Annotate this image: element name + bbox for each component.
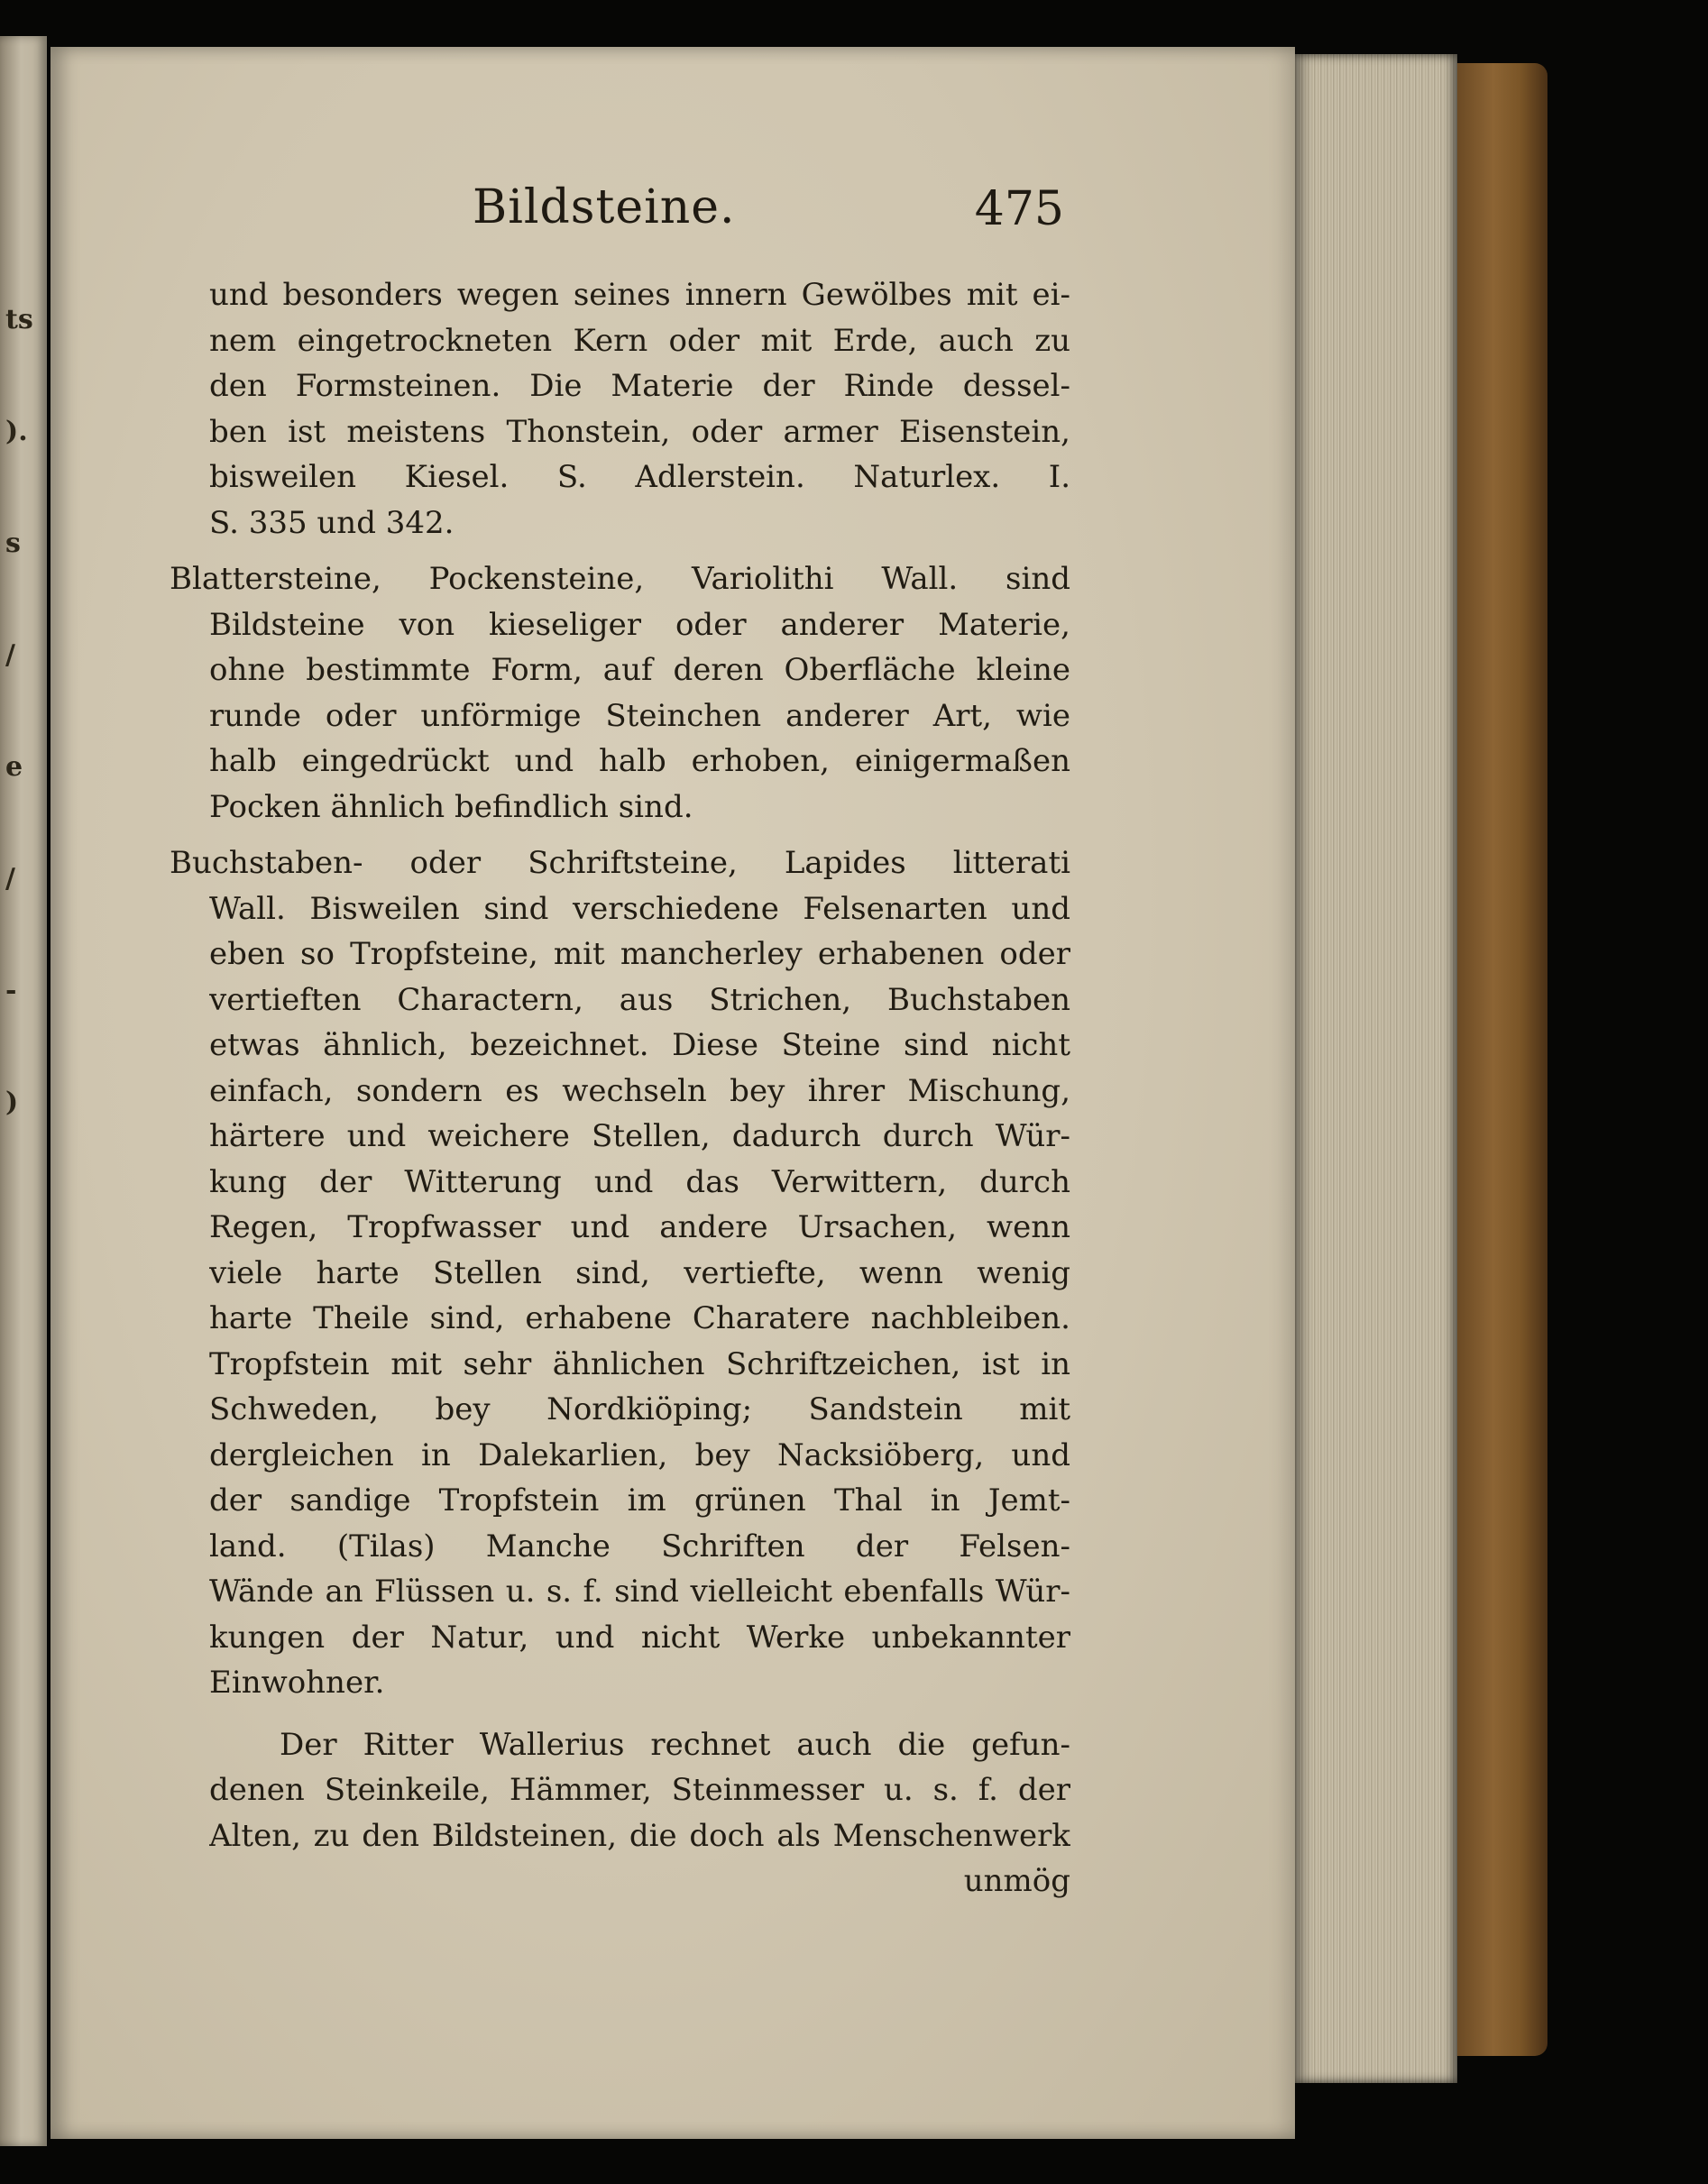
text-line: eben so Tropfsteine, mit mancherley erhabenen oder bbox=[209, 936, 1070, 972]
text-line: vertieften Charactern, aus Strichen, Buchstaben bbox=[209, 981, 1070, 1018]
entry-heading-line: Blattersteine, Pockensteine, Variolithi Wall. sind bbox=[170, 561, 1070, 597]
margin-mark: ). bbox=[5, 416, 28, 447]
text-line: und besonders wegen seines innern Gewölbes mit ei- bbox=[209, 277, 1070, 313]
text-line: der sandige Tropfstein im grünen Thal in Jemt- bbox=[209, 1482, 1070, 1519]
facing-page-edge bbox=[0, 36, 47, 2146]
text-line: nem eingetrockneten Kern oder mit Erde, auch zu bbox=[209, 322, 1070, 359]
text-line: Alten, zu den Bildsteinen, die doch als Menschenwerk bbox=[209, 1817, 1070, 1854]
page-body bbox=[170, 272, 1070, 1904]
text-line: Tropfstein mit sehr ähnlichen Schriftzeichen, ist in bbox=[209, 1345, 1070, 1382]
text-line: härtere und weichere Stellen, dadurch durch Wür- bbox=[209, 1118, 1070, 1154]
text-line: Schweden, bey Nordkiöping; Sandstein mit bbox=[209, 1391, 1070, 1427]
paragraph-start-line: Der Ritter Wallerius rechnet auch die gefun- bbox=[280, 1726, 1070, 1763]
text-line: Einwohner. bbox=[209, 1665, 385, 1701]
text-line: Pocken ähnlich befindlich sind. bbox=[209, 788, 693, 825]
text-line: runde oder unförmige Steinchen anderer Art, wie bbox=[209, 697, 1070, 734]
text-line: Bildsteine von kieseliger oder anderer Materie, bbox=[209, 606, 1070, 643]
text-line: viele harte Stellen sind, vertiefte, wenn wenig bbox=[209, 1254, 1070, 1291]
running-title: Bildsteine. bbox=[473, 180, 736, 234]
text-line: Regen, Tropfwasser und andere Ursachen, wenn bbox=[209, 1209, 1070, 1245]
text-line: S. 335 und 342. bbox=[209, 504, 455, 541]
text-line: harte Theile sind, erhabene Charatere nachbleiben. bbox=[209, 1300, 1070, 1336]
text-line: ben ist meistens Thonstein, oder armer Eisenstein, bbox=[209, 413, 1070, 450]
text-line: kung der Witterung und das Verwittern, durch bbox=[209, 1163, 1070, 1200]
text-line: halb eingedrückt und halb erhoben, einigermaßen bbox=[209, 743, 1070, 779]
margin-mark: e bbox=[5, 751, 23, 783]
margin-mark: / bbox=[5, 639, 15, 671]
text-line: Wände an Flüssen u. s. f. sind vielleicht ebenfalls Wür- bbox=[209, 1574, 1070, 1610]
text-line: kungen der Natur, und nicht Werke unbekannter bbox=[209, 1619, 1070, 1656]
margin-mark: ) bbox=[5, 1087, 19, 1118]
margin-mark: / bbox=[5, 863, 15, 895]
book-cover-edge bbox=[1457, 63, 1547, 2056]
text-line: den Formsteinen. Die Materie der Rinde dessel- bbox=[209, 368, 1070, 404]
text-line: etwas ähnlich, bezeichnet. Diese Steine sind nicht bbox=[209, 1027, 1070, 1063]
page-number: 475 bbox=[974, 182, 1064, 236]
facing-page-marks bbox=[5, 304, 33, 1201]
page-block-edges bbox=[1295, 54, 1457, 2083]
margin-mark: s bbox=[5, 528, 21, 559]
text-line: denen Steinkeile, Hämmer, Steinmesser u. s. f. der bbox=[209, 1772, 1070, 1808]
text-line: bisweilen Kiesel. S. Adlerstein. Naturlex. I. bbox=[209, 459, 1070, 495]
text-line: land. (Tilas) Manche Schriften der Felsen- bbox=[209, 1528, 1070, 1565]
text-line: einfach, sondern es wechseln bey ihrer Mischung, bbox=[209, 1072, 1070, 1109]
text-line: Wall. Bisweilen sind verschiedene Felsenarten und bbox=[209, 890, 1070, 927]
page-header bbox=[433, 180, 1082, 252]
text-line: dergleichen in Dalekarlien, bey Nacksiöberg, und bbox=[209, 1436, 1070, 1473]
margin-mark: - bbox=[5, 975, 17, 1006]
entry-heading-line: Buchstaben- oder Schriftsteine, Lapides litterati bbox=[170, 845, 1070, 881]
catchword: unmög bbox=[963, 1863, 1070, 1899]
margin-mark: ts bbox=[5, 304, 33, 335]
text-line: ohne bestimmte Form, auf deren Oberfläche kleine bbox=[209, 652, 1070, 688]
